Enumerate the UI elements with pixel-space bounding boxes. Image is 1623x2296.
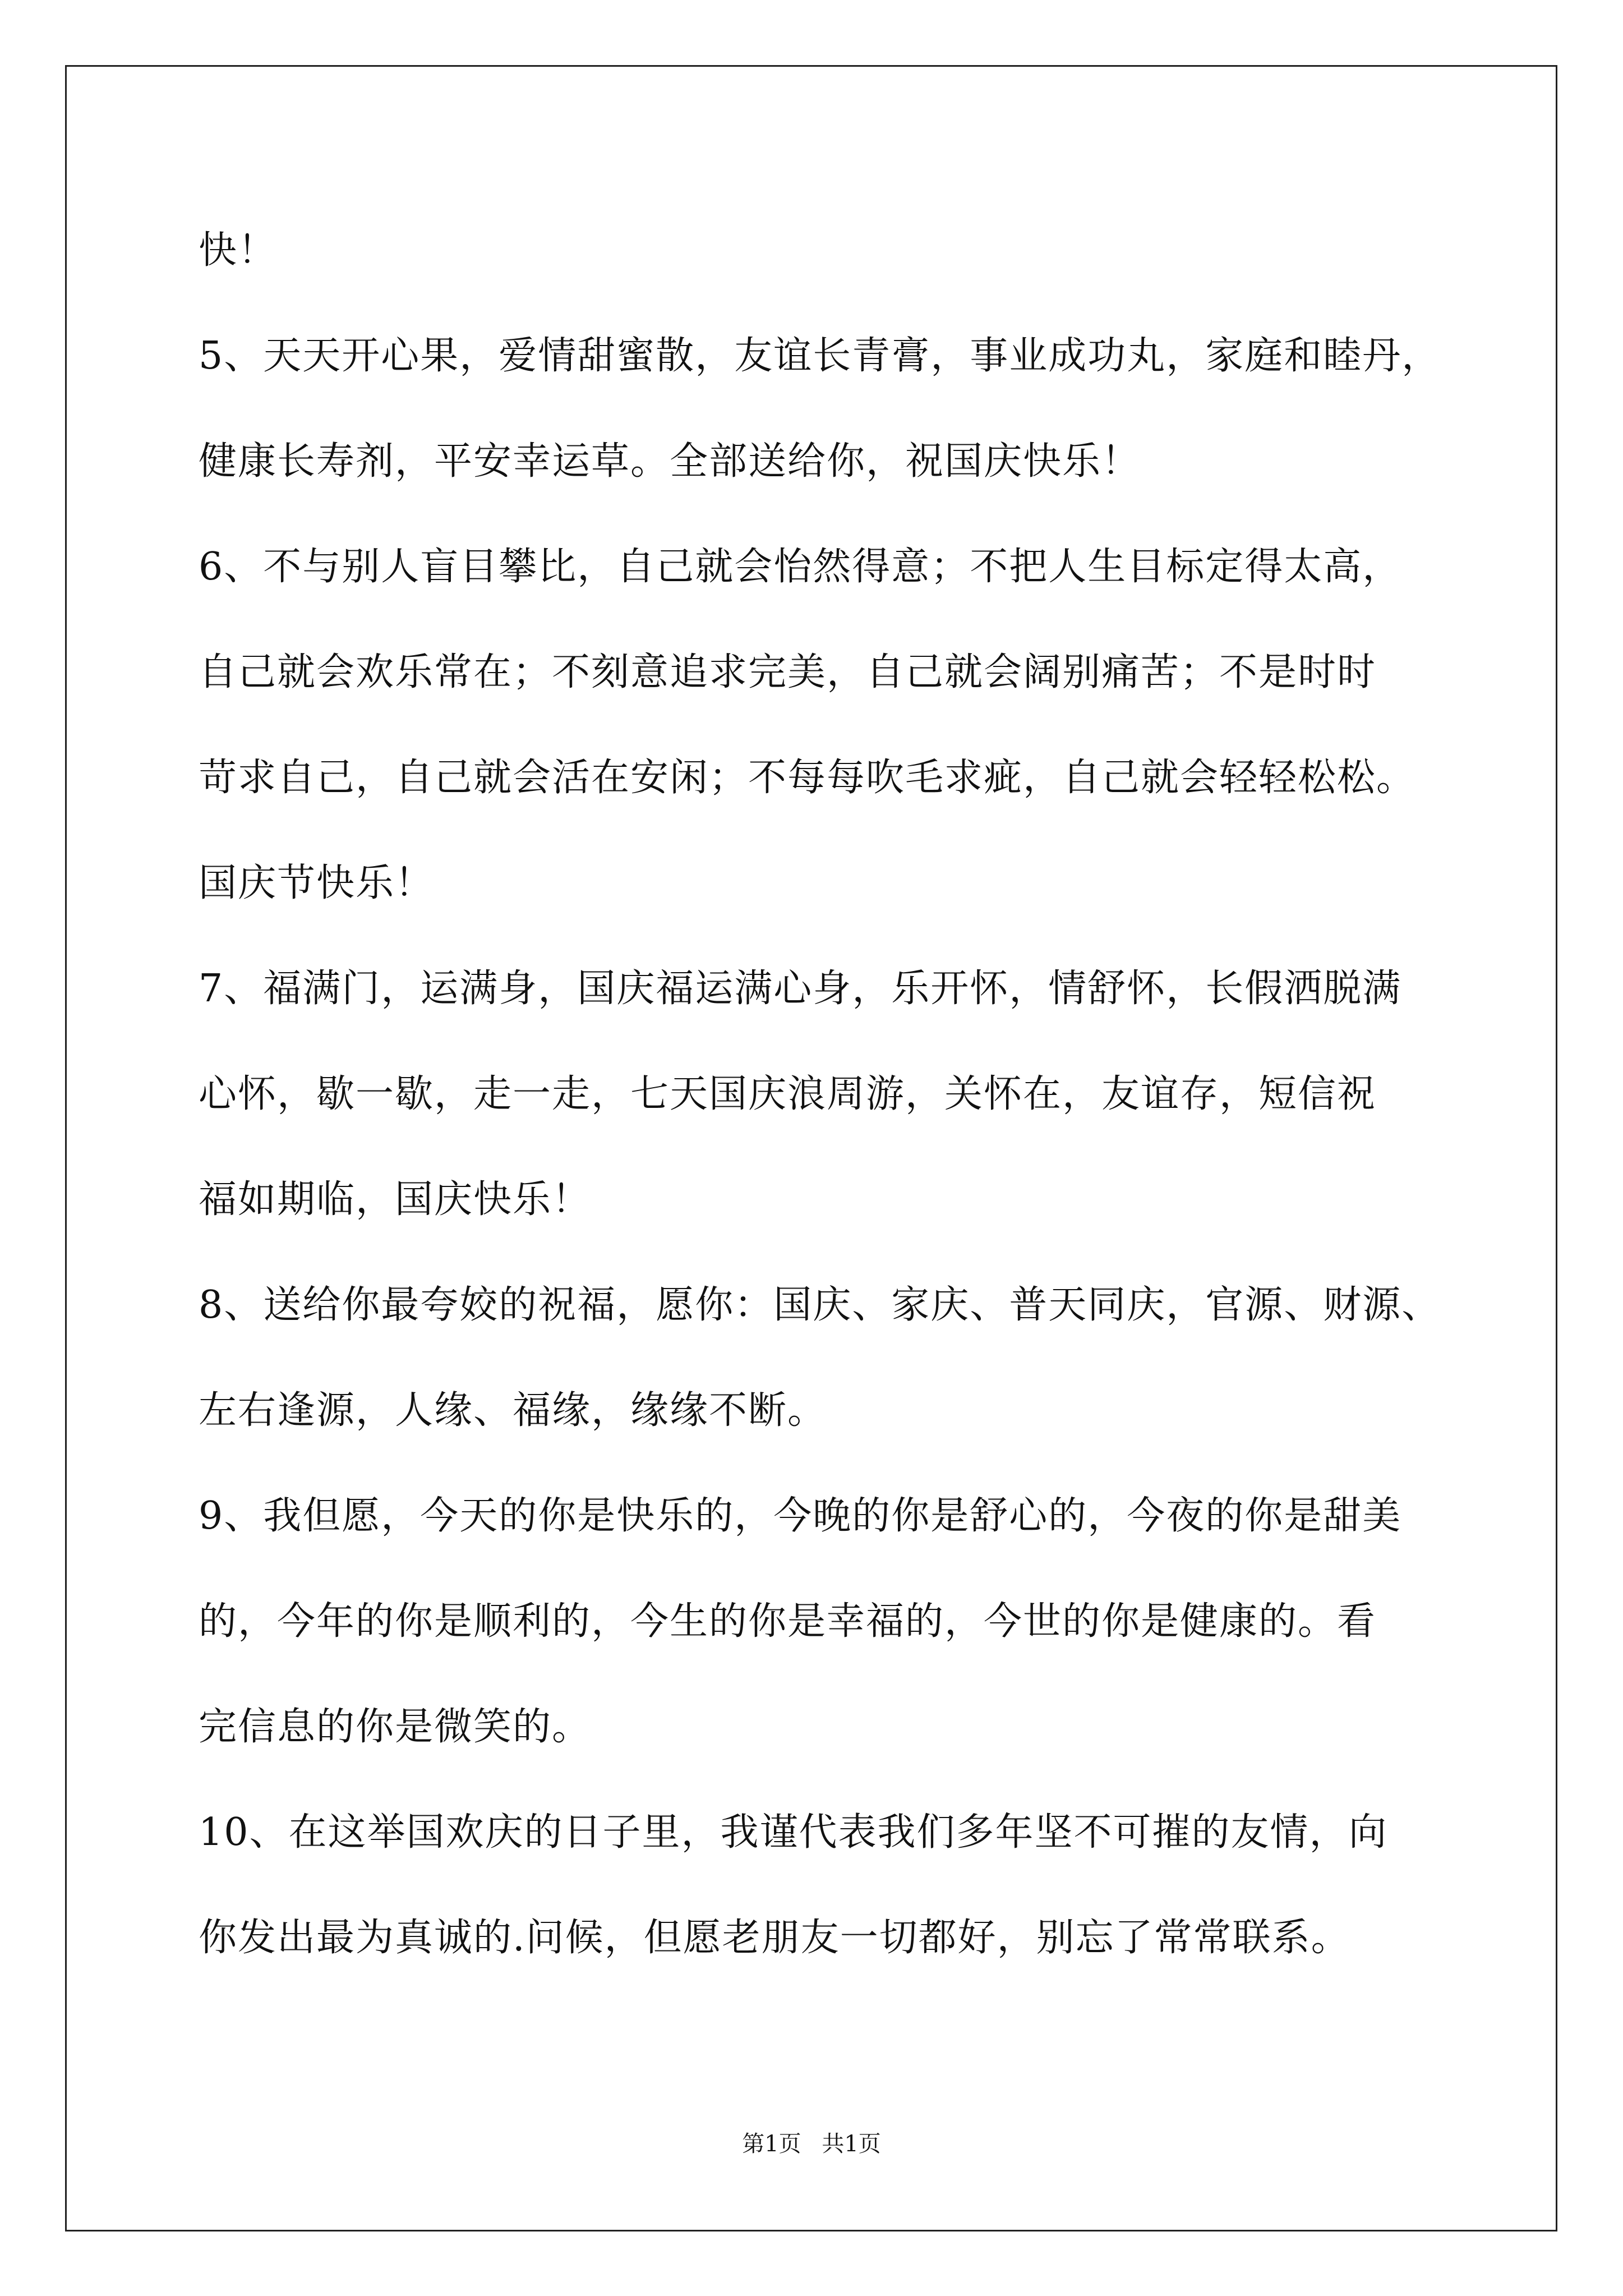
text-line: 心怀，歇一歇，走一走，七天国庆浪周游，关怀在，友谊存，短信祝 (199, 1072, 1377, 1116)
page-number: 第1页 (742, 2131, 801, 2157)
text-line: 福如期临，国庆快乐！ (199, 1177, 592, 1222)
text-line: 左右逢源，人缘、福缘，缘缘不断。 (199, 1388, 827, 1433)
text-line: 苛求自己，自己就会活在安闲；不每每吹毛求疵，自己就会轻轻松松。 (199, 756, 1416, 800)
text-line: 9、我但愿，今天的你是快乐的，今晚的你是舒心的，今夜的你是甜美 (199, 1494, 1402, 1538)
page-border (65, 65, 1557, 2231)
text-line: 完信息的你是微笑的。 (199, 1705, 592, 1749)
text-line: 国庆节快乐！ (199, 861, 435, 905)
text-line: 10、在这举国欢庆的日子里，我谨代表我们多年坚不可摧的友情，向 (199, 1810, 1388, 1855)
text-line: 快！ (199, 228, 278, 273)
text-line: 自己就会欢乐常在；不刻意追求完美，自己就会阔别痛苦；不是时时 (199, 650, 1377, 694)
page-footer (0, 2127, 1623, 2161)
text-line: 的，今年的你是顺利的，今生的你是幸福的，今世的你是健康的。看 (199, 1599, 1377, 1644)
text-line: 8、送给你最夸姣的祝福，愿你：国庆、家庆、普天同庆，官源、财源、 (199, 1283, 1441, 1327)
text-line: 你发出最为真诚的.问候，但愿老朋友一切都好，别忘了常常联系。 (199, 1916, 1350, 1960)
text-line: 6、不与别人盲目攀比，自己就会怡然得意；不把人生目标定得太高， (199, 545, 1402, 589)
page-total: 共1页 (822, 2131, 881, 2157)
text-line: 健康长寿剂，平安幸运草。全部送给你，祝国庆快乐！ (199, 439, 1141, 484)
text-line: 5、天天开心果，爱情甜蜜散，友谊长青膏，事业成功丸，家庭和睦丹， (199, 334, 1441, 378)
text-line: 7、福满门，运满身，国庆福运满心身，乐开怀，情舒怀，长假洒脱满 (199, 967, 1402, 1011)
